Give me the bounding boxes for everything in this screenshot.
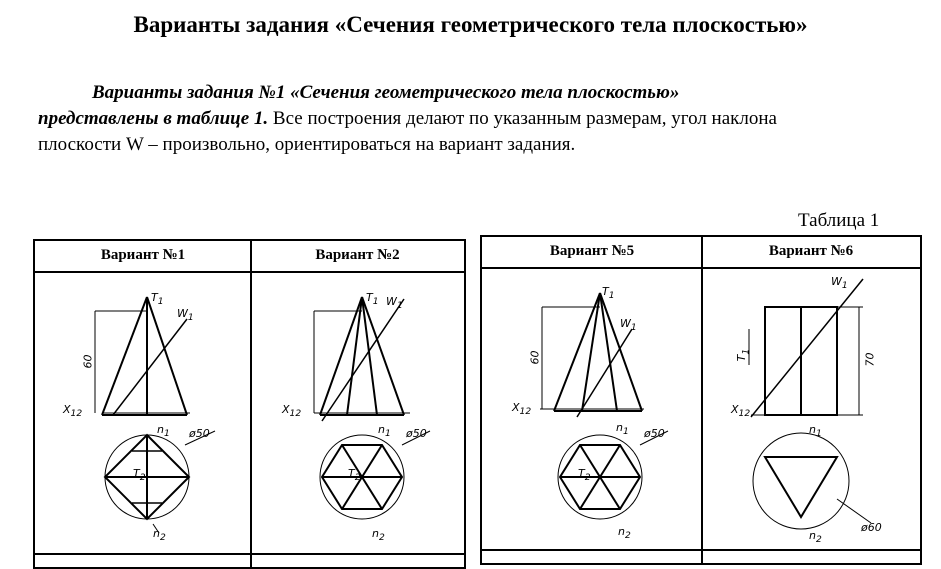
v6-t1-label: $T_1$ [735, 348, 752, 362]
v5-n2-label: $n_2$ [618, 525, 631, 542]
variant-1-header: Вариант №1 [35, 241, 251, 273]
intro-line-3: плоскости W – произвольно, ориентироваться на вариант задания. [38, 134, 576, 155]
v6-w1-label: $W_1$ [831, 275, 848, 292]
intro-line-1: Варианты задания №1 «Сечения геометрического тела плоскостью» [92, 82, 680, 103]
v2-x12-label: $X_{12}$ [282, 403, 302, 420]
v2-t1-label: $T_1$ [366, 291, 379, 308]
v5-diameter: ø50 [644, 427, 665, 440]
v1-dim-60: 60 [81, 354, 95, 369]
v1-n2-label: $n_2$ [153, 527, 166, 544]
v1-n1-label: $n_1$ [157, 423, 170, 440]
variant-6-header: Вариант №6 [702, 237, 920, 269]
variant-5-header: Вариант №5 [482, 237, 702, 269]
variant-1-labels [35, 273, 250, 569]
intro-line-2 [38, 106, 933, 132]
table-bottom-rule [482, 549, 920, 551]
v5-t2-label: $T_2$ [578, 467, 591, 484]
v1-w1-label: $W_1$ [177, 307, 194, 324]
v6-n2-label: $n_2$ [809, 529, 822, 546]
variants-table-left [33, 239, 466, 569]
table-label: Таблица 1 [798, 210, 880, 231]
variant-6-labels [703, 269, 919, 565]
v2-diameter: ø50 [406, 427, 427, 440]
variant-5-labels [482, 269, 700, 565]
v2-w1-label: $W_1$ [386, 295, 403, 312]
variant-2-labels [252, 273, 464, 569]
v1-x12-label: $X_{12}$ [63, 403, 83, 420]
v6-diameter: ø60 [861, 521, 882, 534]
v6-n1-label: $n_1$ [809, 423, 822, 440]
intro-line-2-bold: представлены в таблице 1. [38, 108, 269, 129]
v1-diameter: ø50 [189, 427, 210, 440]
v2-n2-label: $n_2$ [372, 527, 385, 544]
v6-dim-70: 70 [863, 352, 877, 367]
v5-n1-label: $n_1$ [616, 421, 629, 438]
variants-table-right [480, 235, 922, 565]
page-title: Варианты задания «Сечения геометрического тела плоскостью» [133, 12, 808, 37]
v1-t2-label: $T_2$ [133, 467, 146, 484]
v6-x12-label: $X_{12}$ [731, 403, 751, 420]
v5-dim-60: 60 [528, 350, 542, 365]
variant-2-header: Вариант №2 [251, 241, 464, 273]
v5-w1-label: $W_1$ [620, 317, 637, 334]
intro-line-2-rest: Все построения делают по указанным размерам, угол наклона [268, 108, 777, 129]
v2-t2-label: $T_2$ [348, 467, 361, 484]
v1-t1-label: $T_1$ [151, 291, 164, 308]
v2-n1-label: $n_1$ [378, 423, 391, 440]
v5-t1-label: $T_1$ [602, 285, 615, 302]
v5-x12-label: $X_{12}$ [512, 401, 532, 418]
table-bottom-rule [35, 553, 464, 555]
